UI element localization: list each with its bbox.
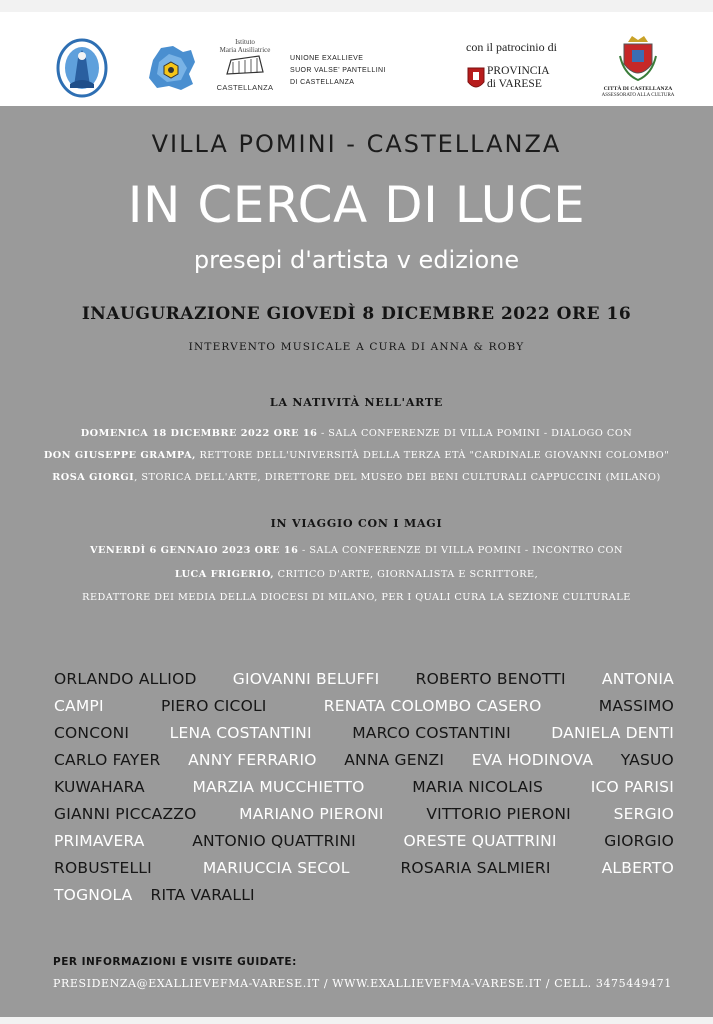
artist-name: MARCO COSTANTINI	[352, 724, 511, 742]
union-text	[290, 53, 386, 89]
artist-name: ICO PARISI	[590, 778, 674, 796]
artist-row	[54, 886, 674, 913]
union-line: SUOR VALSE' PANTELLINI	[290, 67, 386, 74]
artist-name: ORLANDO ALLIOD	[54, 670, 197, 688]
artist-name: GIOVANNI BELUFFI	[232, 670, 380, 688]
artist-name: CARLO FAYER	[54, 751, 161, 769]
artist-name: SERGIO	[613, 805, 674, 823]
artist-name: ORESTE QUATTRINI	[403, 832, 557, 850]
artist-name: ALBERTO	[601, 859, 674, 877]
provincia-name	[487, 65, 550, 91]
artist-row	[54, 751, 674, 778]
speaker-name: LUCA FRIGERIO,	[174, 569, 275, 580]
patronage-label: con il patrocinio di	[466, 40, 557, 54]
artist-name: CAMPI	[54, 697, 104, 715]
artist-name: RENATA COLOMBO CASERO	[323, 697, 542, 715]
subtitle: presepi d'artista v edizione	[193, 246, 520, 274]
artist-name: MASSIMO	[598, 697, 674, 715]
provincia-line: di VARESE	[487, 78, 542, 90]
artist-name: MARIANO PIERONI	[239, 805, 384, 823]
artist-name: MARIUCCIA SECOL	[202, 859, 350, 877]
istituto-name: Maria Ausiliatrice	[219, 46, 271, 54]
building-icon	[225, 54, 265, 76]
region-map-logo-icon	[143, 40, 199, 96]
artist-name: ANNY FERRARIO	[188, 751, 317, 769]
artist-name: ANTONIO QUATTRINI	[192, 832, 356, 850]
section-2-line-3: REDATTORE DEI MEDIA DELLA DIOCESI DI MILANO, PER I QUALI CURA LA SEZIONE CULTURALE	[82, 592, 631, 603]
speaker-name: ROSA GIORGI	[52, 472, 135, 483]
venue-title: VILLA POMINI - CASTELLANZA	[151, 130, 562, 158]
union-line: UNIONE EXALLIEVE	[290, 55, 364, 62]
istituto-city: CASTELLANZA	[216, 83, 274, 92]
artist-name: MARIA NICOLAIS	[412, 778, 544, 796]
speaker-role: , STORICA DELL'ARTE, DIRETTORE DEL MUSEO DEI BENI CULTURALI CAPPUCCINI (MILANO)	[134, 472, 661, 483]
artist-name: GIORGIO	[604, 832, 674, 850]
artist-name: PRIMAVERA	[54, 832, 145, 850]
artist-name: ANNA GENZI	[344, 751, 445, 769]
artist-list	[54, 670, 674, 913]
section-1-line-3	[0, 472, 713, 483]
federation-logo-icon	[56, 36, 108, 98]
event-date: DOMENICA 18 DICEMBRE 2022 ORE 16	[80, 428, 318, 439]
artist-name: ROSARIA SALMIERI	[400, 859, 551, 877]
section-2-line-1	[0, 545, 713, 556]
event-date: VENERDÌ 6 GENNAIO 2023 ORE 16	[90, 545, 299, 556]
section-1-line-1	[0, 428, 713, 439]
artist-row	[54, 805, 674, 832]
contact-info: PRESIDENZA@EXALLIEVEFMA-VARESE.IT / WWW.EXALLIEVEFMA-VARESE.IT / CELL. 3475449471	[53, 977, 672, 990]
inauguration-date: INAUGURAZIONE GIOVEDÌ 8 DICEMBRE 2022 ORE 16	[81, 304, 632, 324]
artist-name: VITTORIO PIERONI	[426, 805, 571, 823]
section-1-title: LA NATIVITÀ NELL'ARTE	[269, 396, 444, 409]
artist-name: ANTONIA	[601, 670, 674, 688]
section-2-line-2	[0, 569, 713, 580]
artist-name: KUWAHARA	[54, 778, 145, 796]
provincia-logo	[467, 63, 567, 97]
artist-row	[54, 697, 674, 724]
union-line: DI CASTELLANZA	[290, 79, 355, 86]
music-note: INTERVENTO MUSICALE A CURA DI ANNA & ROBY	[188, 341, 525, 353]
artist-name: CONCONI	[54, 724, 130, 742]
top-margin	[0, 0, 713, 12]
istituto-label: Istituto	[235, 38, 255, 46]
main-title: IN CERCA DI LUCE	[127, 176, 586, 234]
section-1-line-2	[0, 450, 713, 461]
city-logo	[600, 34, 676, 104]
artist-name: EVA HODINOVA	[471, 751, 594, 769]
speaker-name: DON GIUSEPPE GRAMPA,	[43, 450, 196, 461]
artist-name: PIERO CICOLI	[160, 697, 267, 715]
artist-row	[54, 670, 674, 697]
artist-row	[54, 778, 674, 805]
city-name: CITTÀ DI CASTELLANZA	[603, 86, 673, 92]
speaker-role: RETTORE DELL'UNIVERSITÀ DELLA TERZA ETÀ "CARDINALE GIOVANNI COLOMBO"	[195, 450, 670, 461]
artist-name: RITA VARALLI	[150, 886, 255, 904]
artist-name: ROBERTO BENOTTI	[415, 670, 566, 688]
artist-row	[54, 859, 674, 886]
artist-name: TOGNOLA	[54, 886, 133, 904]
bottom-margin	[0, 1017, 713, 1024]
city-department: ASSESSORATO ALLA CULTURA	[601, 93, 675, 98]
event-detail: - SALA CONFERENZE DI VILLA POMINI - DIALOGO CON	[317, 428, 633, 439]
artist-row	[54, 724, 674, 751]
speaker-role: CRITICO D'ARTE, GIORNALISTA E SCRITTORE,	[274, 569, 539, 580]
artist-name: ROBUSTELLI	[54, 859, 152, 877]
artist-name: DANIELA DENTI	[551, 724, 674, 742]
artist-name: YASUO	[620, 751, 674, 769]
event-detail: - SALA CONFERENZE DI VILLA POMINI - INCONTRO CON	[298, 545, 623, 556]
provincia-shield-icon	[467, 67, 485, 93]
artist-name: MARZIA MUCCHIETTO	[192, 778, 365, 796]
artist-name: LENA COSTANTINI	[169, 724, 312, 742]
istituto-logo	[214, 38, 276, 98]
section-2-title: IN VIAGGIO CON I MAGI	[270, 517, 443, 530]
artist-row	[54, 832, 674, 859]
city-crest-icon	[618, 34, 658, 84]
artist-name: GIANNI PICCAZZO	[54, 805, 197, 823]
provincia-line: PROVINCIA	[487, 65, 550, 77]
info-title: PER INFORMAZIONI E VISITE GUIDATE:	[53, 956, 297, 968]
